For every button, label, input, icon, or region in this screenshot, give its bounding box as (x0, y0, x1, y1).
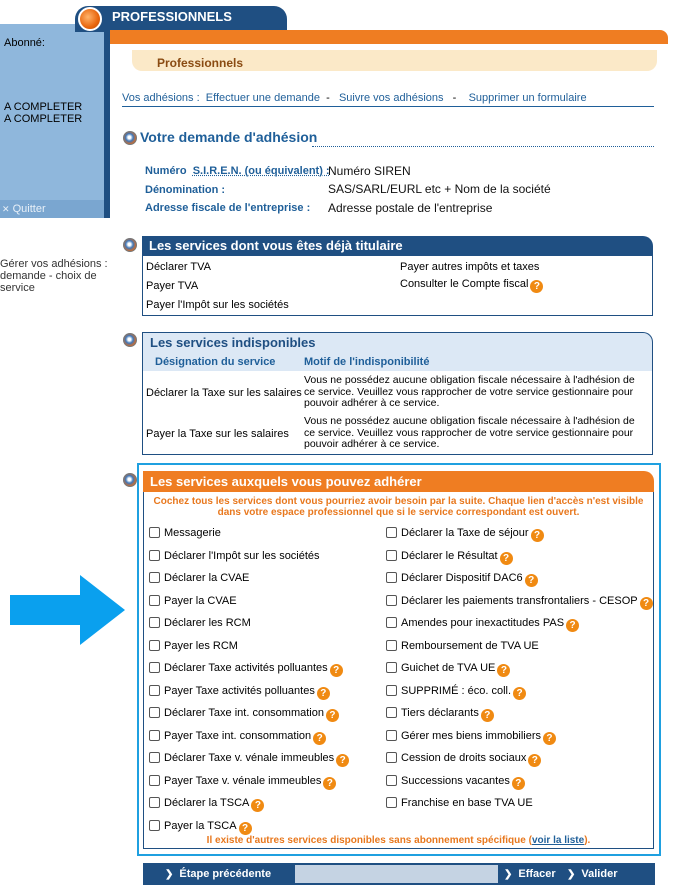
left-menu-line1: Gérer vos adhésions : (0, 258, 108, 270)
help-icon[interactable]: ? (500, 552, 513, 565)
service-checkbox[interactable] (149, 752, 160, 763)
service-option[interactable] (149, 820, 252, 835)
help-icon[interactable]: ? (528, 754, 541, 767)
service-label: Déclarer les paiements transfrontaliers - CESOP (401, 594, 638, 607)
adherer-footer: Il existe d'autres services disponibles sans abonnement spécifique (voir la liste). (206, 835, 591, 846)
service-option[interactable] (386, 707, 494, 722)
tab-professionnels-label: Professionnels (157, 56, 244, 70)
service-option[interactable] (149, 572, 249, 584)
service-checkbox[interactable] (386, 775, 397, 786)
adresse-label: Adresse fiscale de l'entreprise : (145, 202, 311, 214)
abonne-label: Abonné: (4, 37, 45, 49)
service-option[interactable] (149, 550, 320, 562)
service-label: Gérer mes biens immobiliers (401, 729, 541, 742)
help-icon[interactable]: ? (481, 709, 494, 722)
service-checkbox[interactable] (149, 640, 160, 651)
service-option[interactable] (149, 617, 251, 629)
breadcrumb (122, 92, 587, 104)
logo-icon (78, 7, 102, 31)
service-option[interactable] (386, 775, 525, 790)
service-option[interactable] (149, 707, 339, 722)
abonne-line2: A COMPLETER (4, 113, 83, 125)
arrow-icon: ❯ (165, 869, 174, 880)
help-icon[interactable]: ? (336, 754, 349, 767)
indispo-col1: Désignation du service (155, 356, 276, 368)
service-checkbox[interactable] (149, 707, 160, 718)
help-icon[interactable]: ? (326, 709, 339, 722)
left-menu-line3: service (0, 282, 35, 294)
denomination-value: SAS/SARL/EURL etc + Nom de la société (328, 182, 551, 196)
denomination-label: Dénomination : (145, 184, 226, 196)
service-option[interactable] (386, 572, 538, 587)
demande-divider (312, 146, 654, 147)
indispo-service: Payer la Taxe sur les salaires (146, 428, 289, 440)
service-label: Cession de droits sociaux (401, 752, 527, 764)
service-option[interactable] (149, 640, 238, 652)
service-option[interactable] (386, 640, 539, 652)
service-option[interactable] (386, 527, 544, 542)
service-option[interactable] (386, 617, 579, 632)
help-icon[interactable]: ? (323, 777, 336, 790)
service-label: Successions vacantes (401, 774, 510, 787)
service-checkbox[interactable] (386, 752, 397, 763)
indispo-service: Déclarer la Taxe sur les salaires (146, 387, 302, 399)
service-option[interactable] (149, 527, 221, 539)
globe-icon (123, 473, 137, 487)
service-label: Franchise en base TVA UE (401, 797, 533, 809)
nav-suivre[interactable]: Suivre vos adhésions (338, 92, 444, 104)
service-label: Messagerie (164, 527, 221, 539)
quit-link[interactable]: ✕ Quitter (2, 203, 46, 215)
service-option[interactable] (386, 797, 533, 809)
help-icon[interactable]: ? (497, 664, 510, 677)
service-label: Tiers déclarants (401, 707, 479, 719)
arrow-icon: ❯ (504, 869, 513, 880)
service-option[interactable] (149, 752, 349, 767)
abonne-line1: A COMPLETER (4, 101, 83, 113)
service-label: Déclarer la TSCA (164, 797, 250, 809)
service-checkbox[interactable] (149, 572, 160, 583)
service-checkbox[interactable] (386, 572, 397, 583)
service-checkbox[interactable] (149, 820, 160, 831)
close-icon: ✕ (2, 204, 10, 214)
titulaire-item: Déclarer TVA (146, 261, 212, 273)
service-checkbox[interactable] (149, 775, 160, 786)
service-checkbox[interactable] (386, 685, 397, 696)
service-label: Déclarer Taxe v. vénale immeubles (164, 752, 335, 764)
clear-button[interactable]: ❯ Effacer (504, 868, 556, 880)
indispo-motif: Vous ne possédez aucune obligation fiscale nécessaire à l'adhésion de ce service. Veuillez vous rapprocher de votre service gestionnaire pour pouvoir adhérer à ce service. (304, 415, 635, 450)
service-option[interactable] (149, 662, 343, 677)
submit-button[interactable]: ❯ Valider (567, 868, 618, 880)
service-checkbox[interactable] (386, 617, 397, 628)
service-option[interactable] (386, 595, 653, 610)
service-label: Payer Taxe int. consommation (164, 729, 312, 742)
indispo-col2: Motif de l'indisponibilité (304, 356, 430, 368)
prev-button[interactable]: ❯ Étape précédente (165, 868, 272, 880)
service-checkbox[interactable] (149, 662, 160, 673)
nav-supprimer[interactable]: Supprimer un formulaire (468, 92, 587, 104)
service-checkbox[interactable] (386, 662, 397, 673)
help-icon[interactable]: ? (513, 687, 526, 700)
help-icon[interactable]: ? (251, 799, 264, 812)
service-label: Déclarer Dispositif DAC6 (401, 572, 523, 584)
help-icon[interactable]: ? (330, 664, 343, 677)
service-checkbox[interactable] (149, 595, 160, 606)
service-label: Payer Taxe activités polluantes (164, 684, 315, 697)
service-option[interactable] (386, 730, 556, 745)
service-checkbox[interactable] (386, 707, 397, 718)
globe-icon (123, 238, 137, 252)
voir-liste-link[interactable]: voir la liste (531, 835, 585, 846)
service-label: Remboursement de TVA UE (401, 639, 539, 652)
service-option[interactable] (386, 752, 541, 767)
indispo-motif: Vous ne possédez aucune obligation fiscale nécessaire à l'adhésion de ce service. Veuillez vous rapprocher de votre service gestionnaire pour pouvoir adhérer à ce service. (304, 374, 635, 409)
service-checkbox[interactable] (386, 640, 397, 651)
titulaire-header: Les services dont vous êtes déjà titulaire (142, 236, 653, 256)
service-label: Amendes pour inexactitudes PAS (401, 617, 565, 629)
service-checkbox[interactable] (149, 527, 160, 538)
service-checkbox[interactable] (149, 797, 160, 808)
header-title: PROFESSIONNELS (112, 9, 232, 24)
service-checkbox[interactable] (149, 730, 160, 741)
service-option[interactable] (386, 662, 510, 677)
service-label: Payer la TSCA (164, 819, 237, 832)
help-icon[interactable]: ? (531, 529, 544, 542)
help-icon[interactable]: ? (317, 687, 330, 700)
help-icon[interactable]: ? (566, 619, 579, 632)
help-icon[interactable]: ? (640, 597, 653, 610)
service-label: Déclarer la Taxe de séjour (401, 527, 529, 539)
orange-bar (110, 30, 668, 44)
titulaire-item: Payer TVA (146, 280, 199, 292)
service-label: Déclarer le Résultat (401, 549, 498, 562)
arrow-icon: ❯ (567, 869, 576, 880)
service-checkbox[interactable] (386, 797, 397, 808)
globe-icon (123, 131, 137, 145)
service-checkbox[interactable] (149, 685, 160, 696)
help-icon[interactable]: ? (512, 777, 525, 790)
service-option[interactable] (149, 730, 326, 745)
service-option[interactable] (149, 797, 264, 812)
demande-title: Votre demande d'adhésion (140, 129, 318, 145)
left-menu-line2: demande - choix de (0, 270, 97, 282)
service-checkbox[interactable] (386, 595, 397, 606)
help-icon[interactable]: ? (525, 574, 538, 587)
service-option[interactable] (149, 685, 330, 700)
titulaire-item: Payer autres impôts et taxes (400, 261, 540, 273)
titulaire-item: Payer l'Impôt sur les sociétés (146, 299, 289, 311)
service-label: Déclarer Taxe activités polluantes (164, 662, 328, 674)
service-option[interactable] (386, 550, 513, 565)
nav-vos-adhesions[interactable]: Vos adhésions : (122, 92, 200, 104)
service-label: Déclarer Taxe int. consommation (164, 707, 324, 719)
left-panel-border (104, 24, 110, 218)
nav-underline (122, 106, 654, 107)
service-label: SUPPRIMÉ : éco. coll. (401, 684, 512, 697)
service-option[interactable] (149, 595, 237, 607)
service-label: Payer la CVAE (164, 594, 237, 607)
nav-effectuer[interactable]: Effectuer une demande (205, 92, 320, 104)
service-checkbox[interactable] (386, 527, 397, 538)
service-option[interactable] (149, 775, 336, 790)
help-icon[interactable]: ? (313, 732, 326, 745)
service-label: Déclarer la CVAE (164, 572, 250, 584)
titulaire-item: Consulter le Compte fiscal ? (400, 278, 543, 293)
service-label: Payer les RCM (164, 639, 238, 652)
service-checkbox[interactable] (149, 550, 160, 561)
adresse-value: Adresse postale de l'entreprise (328, 201, 493, 215)
help-icon[interactable]: ? (530, 280, 543, 293)
service-label: Déclarer les RCM (164, 617, 251, 629)
indispo-header: Les services indisponibles (142, 332, 653, 354)
action-bar-spacer (295, 865, 498, 883)
help-icon[interactable]: ? (543, 732, 556, 745)
adherer-note: Cochez tous les services dont vous pourriez avoir besoin par la suite. Chaque lien d'accès n'est visible dans votre espace professionnel que si le service correspondant est ouvert. (153, 496, 644, 518)
arrow-right-icon (10, 575, 125, 645)
service-checkbox[interactable] (149, 617, 160, 628)
help-icon[interactable]: ? (239, 822, 252, 835)
service-checkbox[interactable] (386, 730, 397, 741)
nav-sep: - (452, 92, 457, 104)
service-label: Guichet de TVA UE (401, 662, 496, 674)
service-label: Payer Taxe v. vénale immeubles (164, 774, 322, 787)
left-menu[interactable] (0, 258, 108, 294)
numero-label: Numéro S.I.R.E.N. (ou équivalent) : (145, 165, 330, 177)
service-checkbox[interactable] (386, 550, 397, 561)
service-label: Déclarer l'Impôt sur les sociétés (164, 549, 320, 562)
nav-sep: - (326, 92, 330, 104)
globe-icon (123, 333, 137, 347)
siren-value: Numéro SIREN (328, 164, 411, 178)
service-option[interactable] (386, 685, 526, 700)
adherer-header: Les services auxquels vous pouvez adhérer (143, 471, 654, 492)
